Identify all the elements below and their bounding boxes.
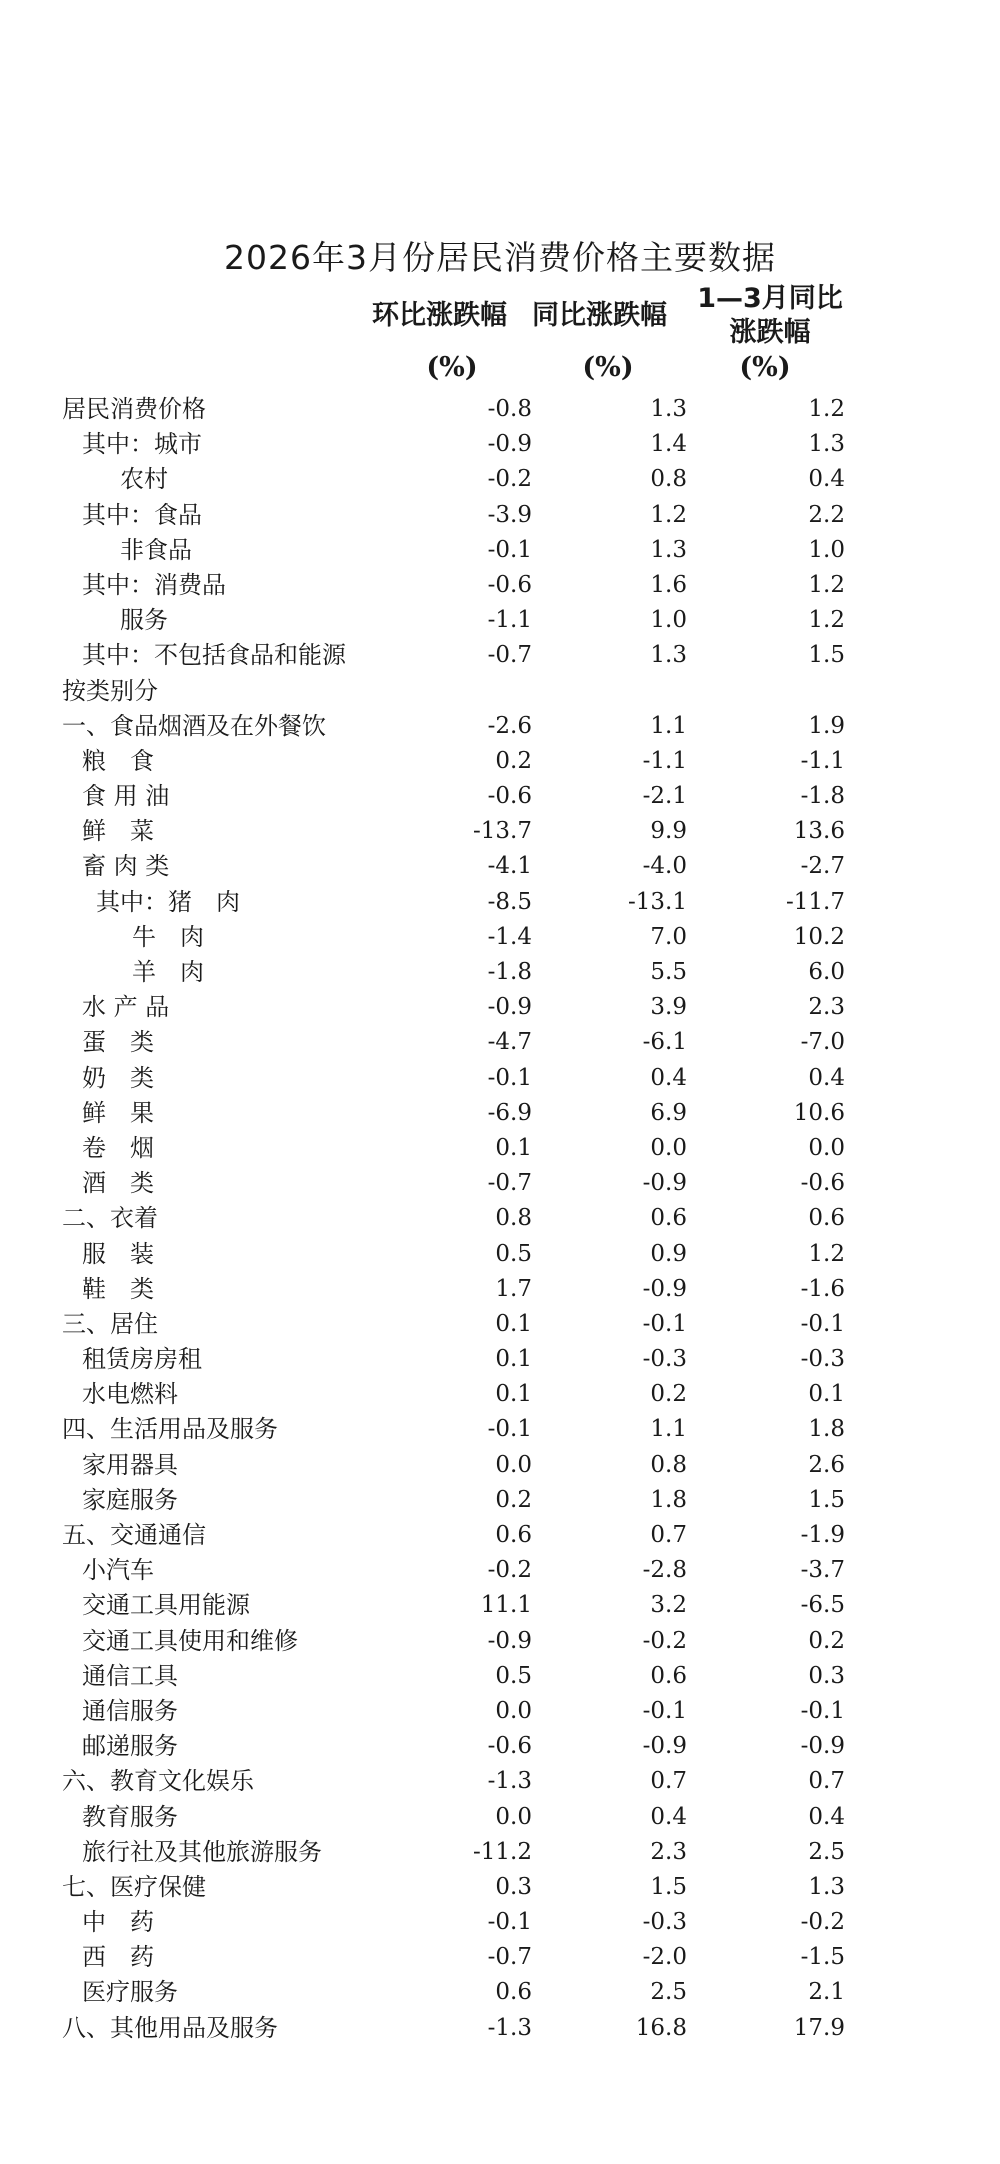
table-row	[0, 814, 1000, 849]
ytd-value: 0.1	[808, 1381, 845, 1408]
row-label: 蛋 类	[82, 1028, 154, 1057]
unit-ytd: (%)	[739, 352, 791, 383]
row-label: 羊 肉	[132, 958, 204, 986]
table-row	[0, 1061, 1000, 1096]
mom-value: -1.3	[487, 2014, 532, 2041]
row-label: 家用器具	[82, 1450, 178, 1479]
row-label: 服 装	[82, 1239, 154, 1268]
yoy-value: -2.8	[642, 1557, 687, 1584]
ytd-value: -1.5	[800, 1944, 845, 1971]
yoy-value: -0.1	[642, 1310, 687, 1337]
table-row	[0, 1905, 1000, 1940]
yoy-value: 3.2	[650, 1592, 687, 1619]
mom-value: -0.9	[487, 994, 532, 1021]
table-row	[0, 1588, 1000, 1623]
table-row	[0, 427, 1000, 462]
mom-value: 0.1	[495, 1310, 532, 1337]
ytd-value: 10.2	[793, 923, 845, 950]
mom-value: -0.1	[487, 1909, 532, 1936]
header-mom: 环比涨跌幅	[372, 300, 507, 331]
table-row	[0, 1729, 1000, 1764]
yoy-value: 0.9	[650, 1240, 687, 1267]
table-row	[0, 603, 1000, 638]
table-row	[0, 1201, 1000, 1236]
yoy-value: 1.8	[650, 1486, 687, 1513]
row-label: 粮 食	[82, 746, 154, 775]
row-label: 医疗服务	[82, 1978, 178, 2007]
row-label: 八、其他用品及服务	[62, 2013, 278, 2042]
row-label: 交通工具使用和维修	[82, 1626, 298, 1655]
table-row	[0, 1659, 1000, 1694]
ytd-value: 1.2	[808, 1240, 845, 1267]
row-label: 非食品	[120, 535, 192, 564]
row-label: 其中：食品	[82, 500, 202, 529]
yoy-value: 1.3	[650, 536, 687, 563]
yoy-value: 0.0	[650, 1134, 687, 1161]
ytd-value: -0.3	[800, 1346, 845, 1373]
row-label: 居民消费价格	[62, 395, 206, 423]
row-label: 旅行社及其他旅游服务	[82, 1837, 322, 1866]
mom-value: -6.9	[487, 1099, 532, 1126]
table-row	[0, 1307, 1000, 1342]
mom-value: 0.0	[495, 1451, 532, 1478]
mom-value: -0.2	[487, 466, 532, 493]
yoy-value: 2.3	[650, 1838, 687, 1865]
yoy-value: -0.9	[642, 1170, 687, 1197]
ytd-value: -6.5	[800, 1592, 845, 1619]
ytd-value: -2.7	[800, 853, 845, 880]
yoy-value: -6.1	[642, 1029, 687, 1056]
row-label: 卷 烟	[82, 1133, 154, 1162]
row-label: 酒 类	[82, 1169, 154, 1198]
table-row	[0, 462, 1000, 497]
unit-yoy: (%)	[582, 352, 634, 383]
ytd-value: 17.9	[793, 2014, 845, 2041]
mom-value: -0.7	[487, 1170, 532, 1197]
ytd-value: 1.5	[808, 642, 845, 669]
row-label: 奶 类	[82, 1063, 154, 1092]
row-label: 食 用 油	[82, 782, 170, 811]
mom-value: -11.2	[473, 1838, 532, 1865]
yoy-value: 16.8	[635, 2014, 687, 2041]
ytd-value: -1.6	[800, 1275, 845, 1302]
ytd-value: 0.2	[808, 1627, 845, 1654]
ytd-value: -11.7	[786, 888, 845, 915]
header-ytd-line1: 1—3月同比	[697, 283, 843, 314]
yoy-value: -0.3	[642, 1346, 687, 1373]
mom-value: 0.0	[495, 1697, 532, 1724]
mom-value: 0.3	[495, 1873, 532, 1900]
table-row	[0, 1940, 1000, 1975]
ytd-value: 6.0	[808, 959, 845, 985]
yoy-value: 0.6	[650, 1205, 687, 1232]
ytd-value: -0.2	[800, 1909, 845, 1936]
table-row	[0, 1764, 1000, 1799]
mom-value: -1.8	[487, 959, 532, 985]
row-label: 邮递服务	[82, 1732, 178, 1761]
ytd-value: 0.3	[808, 1662, 845, 1689]
yoy-value: 0.2	[650, 1381, 687, 1408]
table-row	[0, 392, 1000, 427]
yoy-value: 1.2	[650, 501, 687, 528]
table-row	[0, 568, 1000, 603]
table-row	[0, 1377, 1000, 1412]
row-label: 家庭服务	[82, 1485, 178, 1514]
yoy-value: -2.0	[642, 1944, 687, 1971]
ytd-value: 1.3	[808, 431, 845, 458]
table-row	[0, 2011, 1000, 2046]
yoy-value: 1.0	[650, 607, 687, 634]
row-label: 租赁房房租	[82, 1345, 202, 1374]
row-label: 按类别分	[62, 676, 158, 705]
mom-value: -1.4	[487, 923, 532, 950]
yoy-value: 3.9	[650, 994, 687, 1021]
row-label: 五、交通通信	[62, 1521, 206, 1549]
mom-value: -13.7	[473, 818, 532, 845]
yoy-value: 6.9	[650, 1099, 687, 1126]
ytd-value: 0.4	[808, 466, 845, 493]
yoy-value: 0.6	[650, 1662, 687, 1689]
mom-value: 0.8	[495, 1205, 532, 1232]
yoy-value: 1.5	[650, 1873, 687, 1900]
ytd-value: 2.5	[808, 1838, 845, 1865]
ytd-value: 1.5	[808, 1486, 845, 1513]
ytd-value: 2.3	[808, 994, 845, 1021]
row-label: 其中：不包括食品和能源	[82, 641, 346, 670]
mom-value: 11.1	[480, 1592, 532, 1619]
ytd-value: 0.6	[808, 1205, 845, 1232]
yoy-value: 1.3	[650, 642, 687, 669]
yoy-value: 1.3	[650, 396, 687, 422]
yoy-value: 7.0	[650, 923, 687, 950]
mom-value: 0.1	[495, 1134, 532, 1161]
row-label: 三、居住	[62, 1309, 158, 1338]
row-label: 鲜 菜	[82, 817, 154, 846]
ytd-value: 2.6	[808, 1451, 845, 1478]
row-label: 西 药	[82, 1943, 154, 1972]
yoy-value: 0.8	[650, 466, 687, 493]
row-label: 牛 肉	[132, 922, 204, 951]
mom-value: 0.1	[495, 1346, 532, 1373]
mom-value: -0.1	[487, 536, 532, 563]
row-label: 一、食品烟酒及在外餐饮	[62, 711, 326, 740]
mom-value: 0.2	[495, 1486, 532, 1513]
table-row	[0, 990, 1000, 1025]
page-title: 2026年3月份居民消费价格主要数据	[224, 238, 776, 277]
ytd-value: -3.7	[800, 1557, 845, 1584]
mom-value: 0.5	[495, 1240, 532, 1267]
row-label: 交通工具用能源	[82, 1591, 250, 1620]
ytd-value: 13.6	[793, 818, 845, 845]
mom-value: -0.1	[487, 1064, 532, 1091]
yoy-value: -0.9	[642, 1275, 687, 1302]
mom-value: 0.1	[495, 1381, 532, 1408]
yoy-value: 1.6	[650, 571, 687, 598]
row-label: 鞋 类	[82, 1274, 154, 1303]
ytd-value: 10.6	[793, 1099, 845, 1126]
table-row	[0, 1412, 1000, 1447]
ytd-value: 1.2	[808, 571, 845, 598]
mom-value: 0.2	[495, 747, 532, 774]
ytd-value: 1.9	[808, 712, 845, 739]
mom-value: -0.9	[487, 1627, 532, 1654]
row-label: 通信工具	[82, 1661, 178, 1690]
mom-value: -0.1	[487, 1416, 532, 1443]
yoy-value: -4.0	[642, 853, 687, 880]
ytd-value: 0.4	[808, 1064, 845, 1091]
table-row	[0, 744, 1000, 779]
yoy-value: -2.1	[642, 783, 687, 810]
table-row	[0, 1835, 1000, 1870]
table-row	[0, 1870, 1000, 1905]
mom-value: -0.7	[487, 1944, 532, 1971]
mom-value: -4.7	[487, 1029, 532, 1056]
row-label: 服务	[120, 606, 168, 635]
table-row	[0, 849, 1000, 884]
ytd-value: -1.1	[800, 747, 845, 774]
mom-value: -0.6	[487, 783, 532, 810]
row-label: 二、衣着	[62, 1204, 158, 1233]
table-row	[0, 955, 1000, 990]
mom-value: 1.7	[495, 1275, 532, 1302]
ytd-value: -1.9	[800, 1522, 845, 1548]
mom-value: -0.6	[487, 1733, 532, 1760]
ytd-value: 1.0	[808, 536, 845, 563]
mom-value: -2.6	[487, 712, 532, 739]
yoy-value: 0.7	[650, 1522, 687, 1548]
ytd-value: -1.8	[800, 783, 845, 810]
ytd-value: 1.2	[808, 396, 845, 422]
yoy-value: -0.2	[642, 1627, 687, 1654]
table-row	[0, 1237, 1000, 1272]
row-label: 水电燃料	[82, 1380, 178, 1409]
row-label: 其中：猪 肉	[96, 887, 240, 916]
mom-value: 0.6	[495, 1522, 532, 1548]
mom-value: -0.9	[487, 431, 532, 458]
row-label: 小汽车	[82, 1556, 154, 1585]
row-label: 中 药	[82, 1908, 154, 1937]
header-ytd-line2: 涨跌幅	[729, 317, 811, 348]
mom-value: -1.3	[487, 1768, 532, 1795]
row-label: 其中：城市	[82, 430, 202, 459]
table-row	[0, 1272, 1000, 1307]
data-table	[0, 392, 1000, 2046]
yoy-value: -13.1	[628, 888, 687, 915]
ytd-value: -0.1	[800, 1697, 845, 1724]
table-row	[0, 1694, 1000, 1729]
mom-value: -0.8	[487, 396, 532, 422]
table-row	[0, 1483, 1000, 1518]
row-label: 鲜 果	[82, 1098, 154, 1127]
ytd-value: 2.2	[808, 501, 845, 528]
yoy-value: 0.4	[650, 1803, 687, 1830]
table-row	[0, 1166, 1000, 1201]
unit-mom: (%)	[426, 352, 478, 383]
row-label: 其中：消费品	[82, 570, 226, 599]
yoy-value: -0.3	[642, 1909, 687, 1936]
table-row	[0, 920, 1000, 955]
table-row	[0, 1131, 1000, 1166]
table-row	[0, 1518, 1000, 1553]
yoy-value: 5.5	[650, 959, 687, 985]
ytd-value: 1.8	[808, 1416, 845, 1443]
table-row	[0, 1553, 1000, 1588]
yoy-value: 0.8	[650, 1451, 687, 1478]
ytd-value: 1.3	[808, 1873, 845, 1900]
mom-value: 0.0	[495, 1803, 532, 1830]
table-row	[0, 1025, 1000, 1060]
table-row	[0, 1448, 1000, 1483]
table-row	[0, 885, 1000, 920]
row-label: 六、教育文化娱乐	[62, 1767, 254, 1796]
row-label: 教育服务	[82, 1802, 178, 1831]
table-row	[0, 1342, 1000, 1377]
ytd-value: 0.7	[808, 1768, 845, 1795]
mom-value: -0.7	[487, 642, 532, 669]
ytd-value: -0.1	[800, 1310, 845, 1337]
ytd-value: 0.0	[808, 1134, 845, 1161]
yoy-value: -0.9	[642, 1733, 687, 1760]
table-row	[0, 533, 1000, 568]
row-label: 水 产 品	[82, 993, 170, 1022]
yoy-value: 1.1	[650, 712, 687, 739]
ytd-value: 2.1	[808, 1979, 845, 2006]
mom-value: -0.2	[487, 1557, 532, 1584]
table-row	[0, 1800, 1000, 1835]
ytd-value: 1.2	[808, 607, 845, 634]
yoy-value: -0.1	[642, 1697, 687, 1724]
table-row	[0, 709, 1000, 744]
mom-value: -4.1	[487, 853, 532, 880]
table-row	[0, 1096, 1000, 1131]
yoy-value: -1.1	[642, 747, 687, 774]
header-yoy: 同比涨跌幅	[532, 300, 667, 331]
table-row	[0, 1624, 1000, 1659]
table-row	[0, 498, 1000, 533]
row-label: 农村	[120, 465, 168, 494]
table-row	[0, 638, 1000, 673]
row-label: 通信服务	[82, 1696, 178, 1725]
ytd-value: -0.6	[800, 1170, 845, 1197]
yoy-value: 2.5	[650, 1979, 687, 2006]
table-row	[0, 674, 1000, 709]
yoy-value: 1.1	[650, 1416, 687, 1443]
row-label: 畜 肉 类	[82, 852, 170, 881]
mom-value: 0.6	[495, 1979, 532, 2006]
yoy-value: 1.4	[650, 431, 687, 458]
row-label: 四、生活用品及服务	[62, 1415, 278, 1444]
mom-value: -8.5	[487, 888, 532, 915]
yoy-value: 9.9	[650, 818, 687, 845]
row-label: 七、医疗保健	[62, 1872, 206, 1901]
table-row	[0, 1975, 1000, 2010]
ytd-value: -7.0	[800, 1029, 845, 1056]
yoy-value: 0.4	[650, 1064, 687, 1091]
mom-value: 0.5	[495, 1662, 532, 1689]
ytd-value: -0.9	[800, 1733, 845, 1760]
mom-value: -0.6	[487, 571, 532, 598]
table-row	[0, 779, 1000, 814]
yoy-value: 0.7	[650, 1768, 687, 1795]
ytd-value: 0.4	[808, 1803, 845, 1830]
mom-value: -3.9	[487, 501, 532, 528]
mom-value: -1.1	[487, 607, 532, 634]
